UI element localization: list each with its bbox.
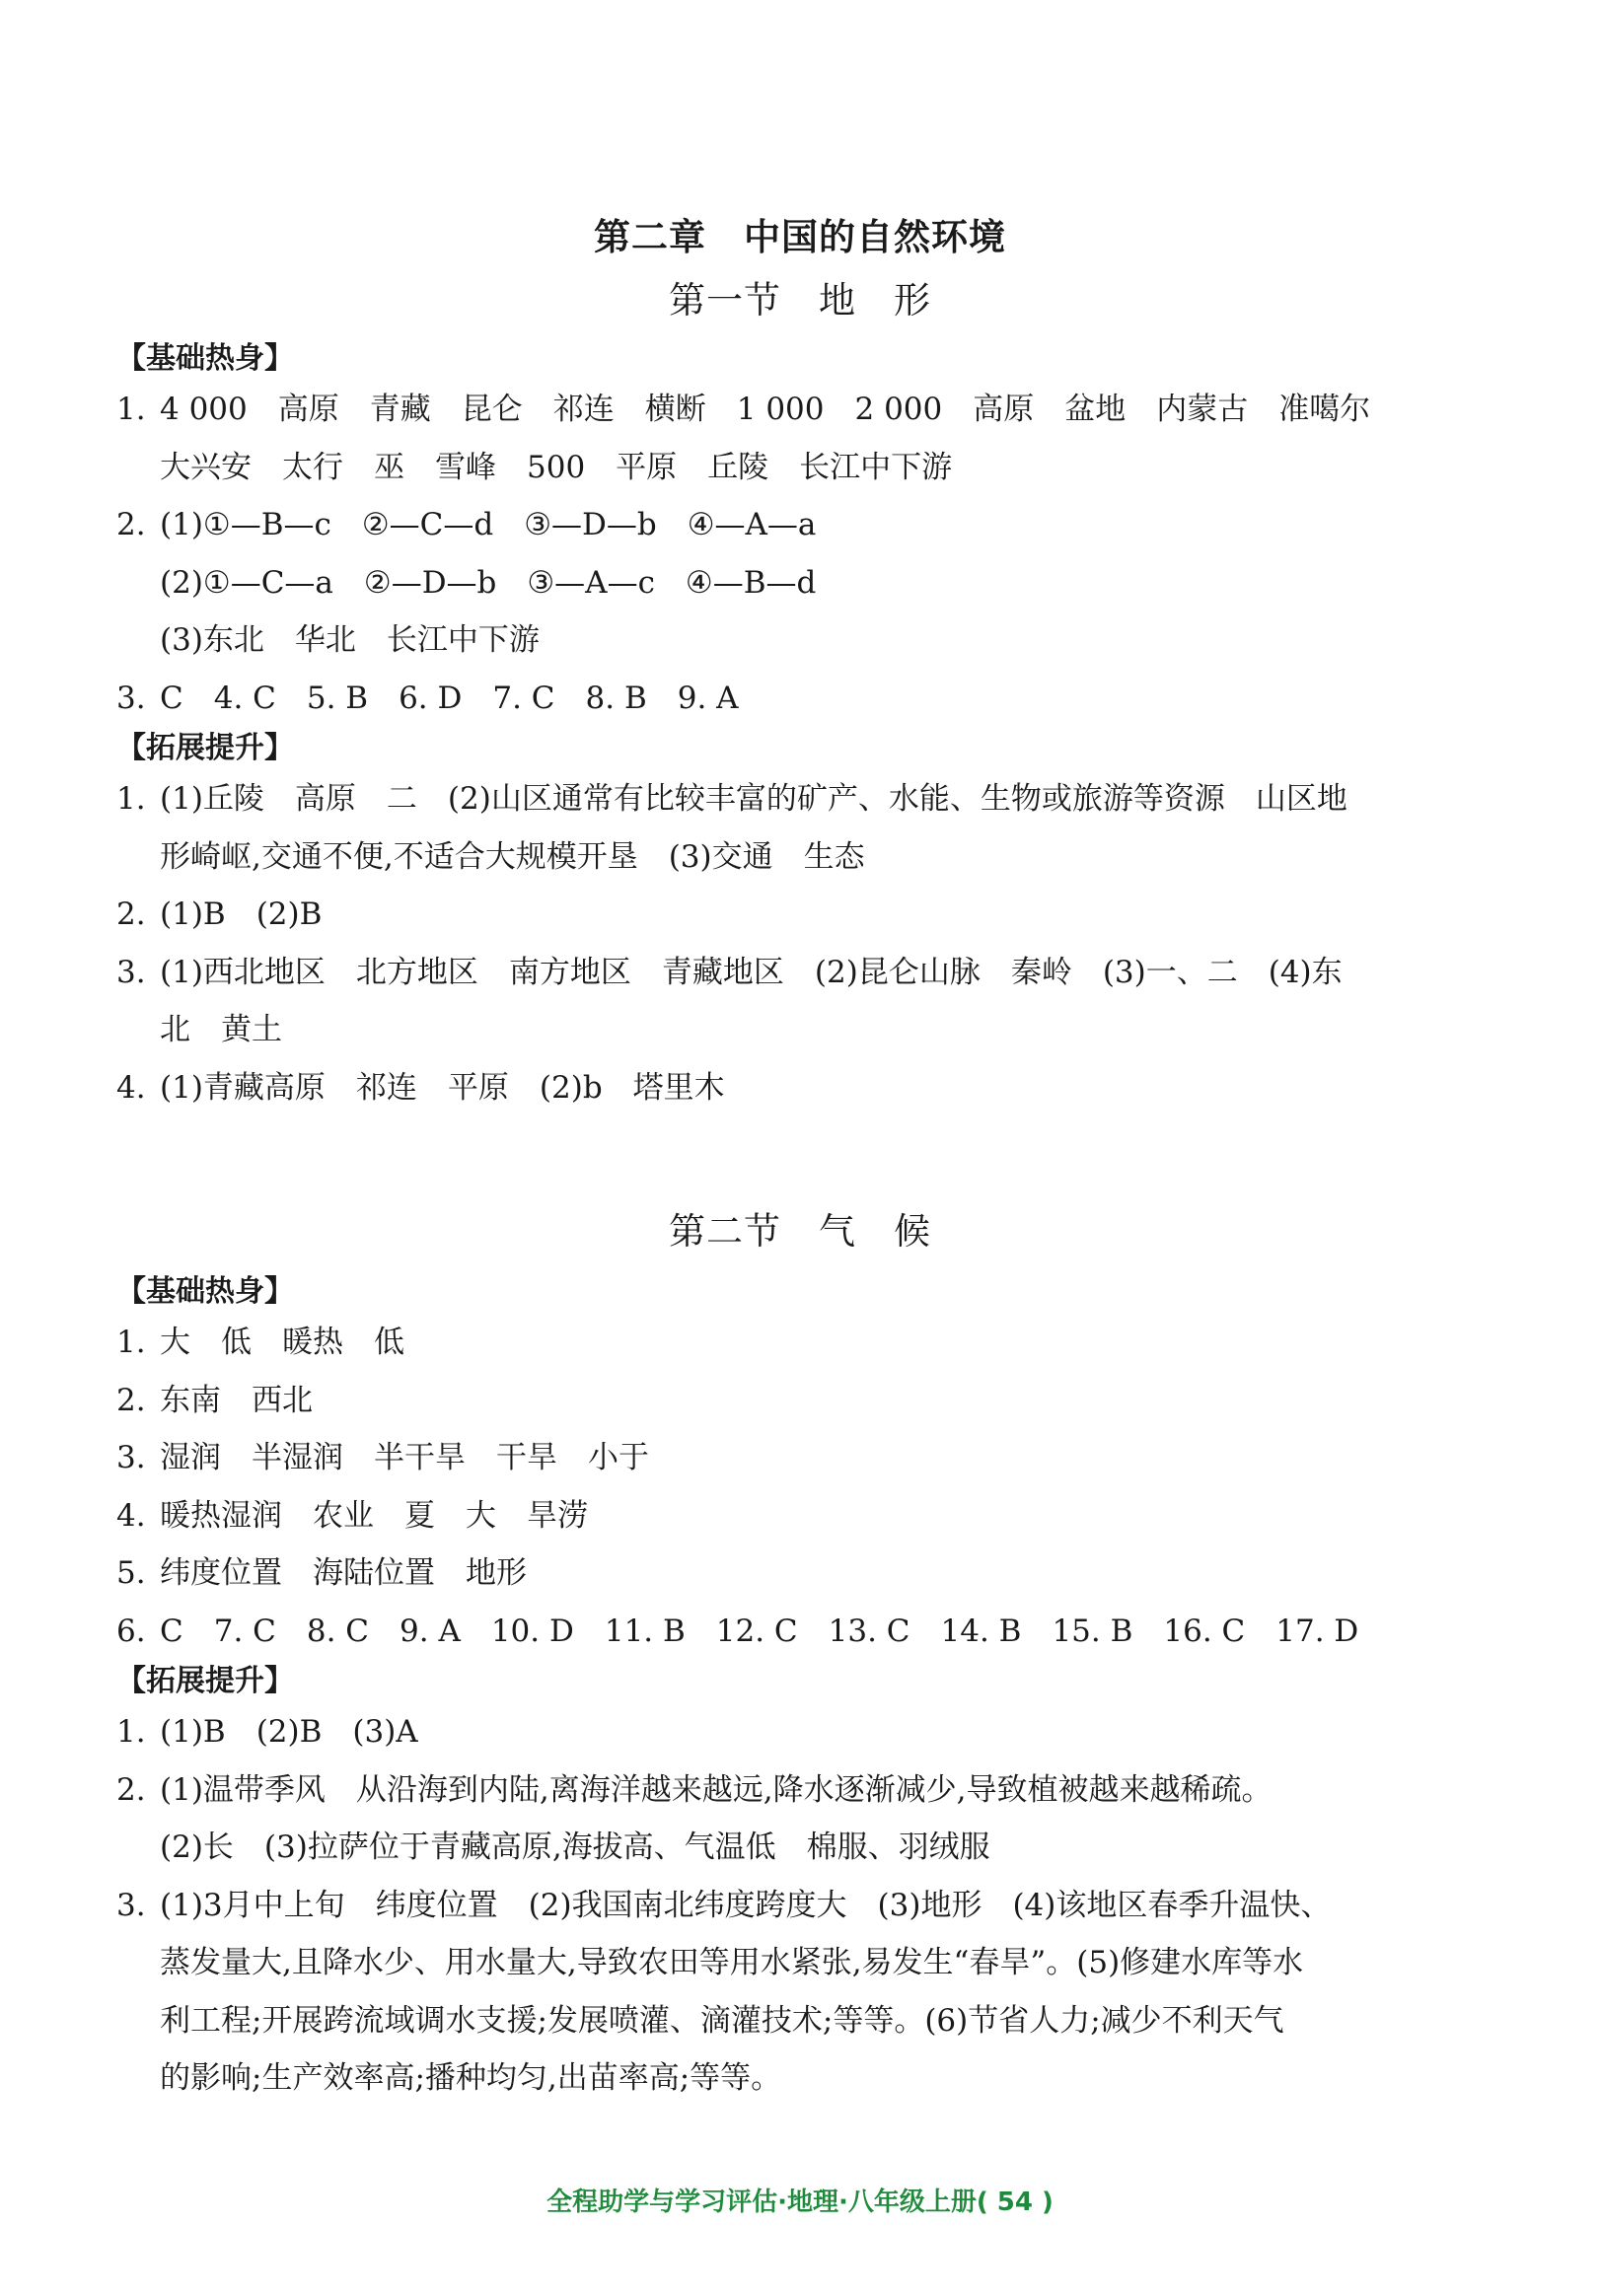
item-text (160, 1761, 1418, 1877)
item-number: 4. (116, 1069, 146, 1106)
item-number: 2. (116, 897, 146, 932)
item-number: 3. (116, 680, 146, 716)
answer-line: 湿润 半湿润 半干旱 干旱 小于 (160, 1440, 649, 1475)
item-text (160, 1877, 1418, 2108)
answer-item (116, 886, 1418, 944)
answer-line: 蒸发量大,且降水少、用水量大,导致农田等用水紧张,易发生“春旱”。(5)修建水库等水 (160, 1945, 1304, 1980)
answer-item (116, 1761, 1418, 1877)
answer-line: 暖热湿润 农业 夏 大 旱涝 (160, 1497, 588, 1534)
item-text (160, 770, 1418, 886)
group-heading: 【拓展提升】 (116, 1664, 294, 1698)
item-number: 3. (116, 1887, 146, 1923)
answer-line: (1)西北地区 北方地区 南方地区 青藏地区 (2)昆仑山脉 秦岭 (3)一、二 (4)东 (160, 954, 1343, 990)
item-text (160, 1429, 1418, 1487)
item-number: 5. (116, 1555, 146, 1591)
item-number: 1. (116, 1325, 146, 1360)
item-text (160, 381, 1418, 496)
section-title-climate: 第二节 气 候 (669, 1210, 931, 1253)
item-text (160, 496, 1418, 670)
answer-item (116, 1703, 1418, 1761)
answer-line: 的影响;生产效率高;播种均匀,出苗率高;等等。 (160, 2060, 782, 2096)
answer-line: (1)青藏高原 祁连 平原 (2)b 塔里木 (160, 1069, 725, 1106)
answer-line: 形崎岖,交通不便,不适合大规模开垦 (3)交通 生态 (160, 838, 865, 875)
group-heading: 【基础热身】 (116, 341, 294, 376)
answer-item (116, 1544, 1418, 1603)
item-text (160, 1544, 1418, 1603)
item-number: 2. (116, 507, 146, 542)
answer-line: 利工程;开展跨流域调水支援;发展喷灌、滴灌技术;等等。(6)节省人力;减少不利天气 (160, 2002, 1284, 2039)
page-footer: 全程助学与学习评估·地理·八年级上册( 54 ) (546, 2188, 1054, 2217)
answer-line: 大兴安 太行 巫 雪峰 500 平原 丘陵 长江中下游 (160, 449, 953, 485)
answer-item (116, 1877, 1418, 2108)
item-number: 3. (116, 1440, 146, 1475)
answer-line: (1)B (2)B (160, 897, 323, 932)
item-number: 4. (116, 1497, 146, 1534)
item-text (160, 1059, 1418, 1117)
answer-item (116, 670, 1418, 728)
answer-line: 东南 西北 (160, 1382, 313, 1418)
answer-line: 大 低 暖热 低 (160, 1325, 404, 1360)
group-heading: 【基础热身】 (116, 1274, 294, 1309)
item-text (160, 1703, 1418, 1761)
group-heading: 【拓展提升】 (116, 731, 294, 765)
answer-item (116, 1487, 1418, 1545)
answer-item (116, 1314, 1418, 1372)
answer-line: (2)①—C—a ②—D—b ③—A—c ④—B—d (160, 564, 817, 601)
answer-line: 纬度位置 海陆位置 地形 (160, 1555, 527, 1591)
answer-item (116, 944, 1418, 1059)
section-title-terrain: 第一节 地 形 (669, 279, 931, 322)
answer-item (116, 496, 1418, 670)
answer-line: 4 000 高原 青藏 昆仑 祁连 横断 1 000 2 000 高原 盆地 内蒙古 准噶尔 (160, 392, 1371, 427)
section-terrain-content (116, 337, 1418, 1116)
section-climate-content (116, 1270, 1418, 2108)
answer-line: (1)B (2)B (3)A (160, 1714, 418, 1750)
answer-item (116, 381, 1418, 496)
answer-line: (1)①—B—c ②—C—d ③—D—b ④—A—a (160, 507, 817, 542)
item-text (160, 1487, 1418, 1545)
answer-item (116, 1603, 1418, 1661)
answer-item (116, 1429, 1418, 1487)
item-number: 3. (116, 954, 146, 990)
answer-line: (3)东北 华北 长江中下游 (160, 622, 540, 658)
item-text (160, 670, 1418, 728)
item-text (160, 1314, 1418, 1372)
item-text (160, 1603, 1418, 1661)
answer-line: 北 黄土 (160, 1012, 282, 1047)
answer-item (116, 770, 1418, 886)
item-text (160, 944, 1418, 1059)
answer-line: (2)长 (3)拉萨位于青藏高原,海拔高、气温低 棉服、羽绒服 (160, 1830, 990, 1865)
answer-line: (1)3月中上旬 纬度位置 (2)我国南北纬度跨度大 (3)地形 (4)该地区春季升温快、 (160, 1887, 1332, 1923)
answer-item (116, 1372, 1418, 1430)
answer-line: (1)丘陵 高原 二 (2)山区通常有比较丰富的矿产、水能、生物或旅游等资源 山区地 (160, 781, 1347, 817)
answer-line: (1)温带季风 从沿海到内陆,离海洋越来越远,降水逐渐减少,导致植被越来越稀疏。 (160, 1771, 1273, 1808)
item-number: 2. (116, 1382, 146, 1418)
answer-line: C 4. C 5. B 6. D 7. C 8. B 9. A (160, 680, 739, 716)
item-text (160, 886, 1418, 944)
item-number: 2. (116, 1771, 146, 1808)
item-number: 6. (116, 1613, 146, 1649)
answer-item (116, 1059, 1418, 1117)
item-number: 1. (116, 392, 146, 427)
item-number: 1. (116, 781, 146, 817)
item-number: 1. (116, 1714, 146, 1750)
answer-line: C 7. C 8. C 9. A 10. D 11. B 12. C 13. C 14. B 15. B 16. C 17. D (160, 1613, 1359, 1649)
item-text (160, 1372, 1418, 1430)
chapter-title: 第二章 中国的自然环境 (594, 216, 1006, 258)
